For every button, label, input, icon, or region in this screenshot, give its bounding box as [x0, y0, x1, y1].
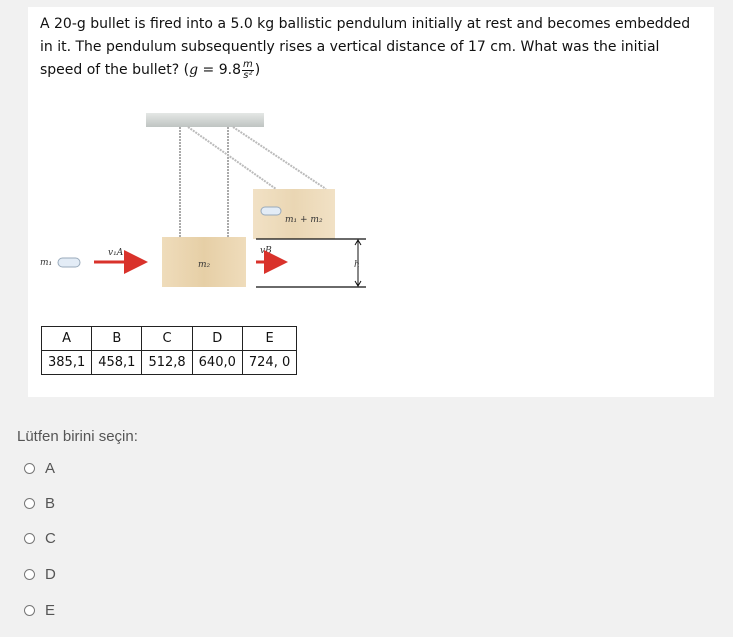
choice-b[interactable] — [24, 495, 55, 512]
radio-button[interactable] — [24, 498, 35, 509]
choice-e[interactable] — [24, 602, 55, 619]
svg-text:v₁A: v₁A — [108, 248, 124, 258]
ballistic-pendulum-figure — [38, 107, 378, 307]
table-cell: 512,8 — [142, 351, 192, 375]
table-header: E — [242, 327, 296, 351]
choice-label: A — [45, 460, 56, 477]
choice-a[interactable] — [24, 460, 55, 477]
table-cell: 724, 0 — [242, 351, 296, 375]
table-row — [42, 351, 297, 375]
radio-button[interactable] — [24, 605, 35, 616]
ceiling-bar — [146, 113, 264, 127]
choice-label: B — [45, 495, 56, 512]
svg-text:m₁ + m₂: m₁ + m₂ — [285, 215, 323, 225]
radio-button[interactable] — [24, 533, 35, 544]
choice-c[interactable] — [24, 530, 56, 547]
table-header-row — [42, 327, 297, 351]
bullet — [58, 258, 80, 267]
svg-text:m₂: m₂ — [198, 260, 211, 270]
svg-text:m₁: m₁ — [40, 258, 53, 268]
table-cell: 640,0 — [192, 351, 242, 375]
svg-text:h: h — [354, 260, 360, 270]
table-cell: 385,1 — [42, 351, 92, 375]
question-text: A 20-g bullet is fired into a 5.0 kg ballistic pendulum initially at rest and becomes embedded in it. The pendulum subsequently rises a vertical distance of 17 cm. What was the initial speed of the bullet? (g = 9.8 $\frac{m}{\text{s²}}$ ) — [40, 16, 691, 81]
table-header: C — [142, 327, 192, 351]
unit-fraction: $\frac{m}{\text{s²}}$ — [242, 58, 253, 81]
choice-label: D — [45, 566, 56, 583]
choice-label: C — [45, 530, 56, 547]
radio-button[interactable] — [24, 463, 35, 474]
table-header: A — [42, 327, 92, 351]
question-card — [28, 7, 714, 397]
answer-values-table — [41, 326, 297, 375]
radio-button[interactable] — [24, 569, 35, 580]
table-header: B — [92, 327, 142, 351]
table-cell: 458,1 — [92, 351, 142, 375]
select-prompt: Lütfen birini seçin: — [17, 428, 138, 445]
svg-text:vB: vB — [260, 246, 272, 256]
choice-label: E — [45, 602, 56, 619]
table-header: D — [192, 327, 242, 351]
choice-d[interactable] — [24, 566, 56, 583]
